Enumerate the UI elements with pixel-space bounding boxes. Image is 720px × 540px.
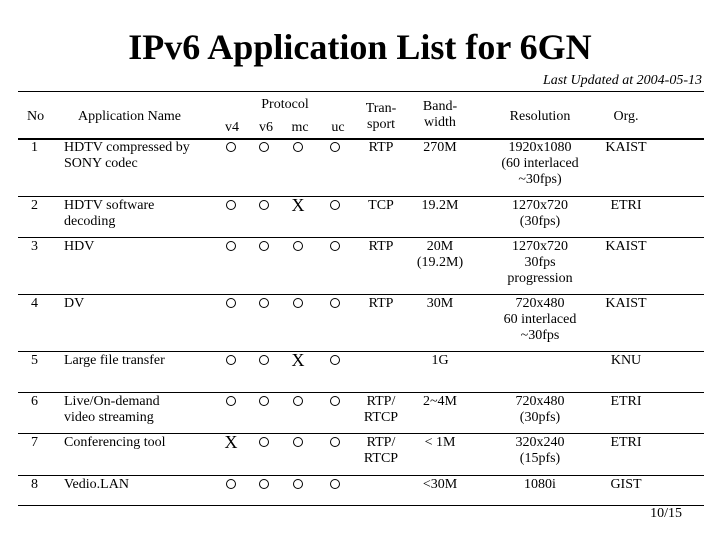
unsupported-x-mark: X (291, 195, 305, 215)
supported-circle-icon (259, 142, 269, 152)
application-name: Conferencing tool (64, 435, 166, 450)
organization: ETRI (610, 394, 642, 409)
supported-circle-icon (293, 298, 303, 308)
application-name: HDTV compressed by SONY codec (64, 140, 190, 171)
unsupported-x-mark: X (224, 432, 238, 452)
row-number: 4 (31, 296, 38, 311)
header-v6: v6 (259, 120, 273, 135)
row-divider (18, 351, 704, 352)
resolution: 1920x1080 (60 interlaced ~30fps) (501, 140, 579, 187)
resolution: 720x480 (30pfs) (515, 394, 565, 425)
supported-circle-icon (330, 437, 340, 447)
row-divider (18, 392, 704, 393)
header-protocol: Protocol (261, 97, 309, 112)
row-number: 7 (31, 435, 38, 450)
organization: GIST (610, 477, 642, 492)
row-number: 8 (31, 477, 38, 492)
supported-circle-icon (293, 241, 303, 251)
supported-circle-icon (259, 396, 269, 406)
row-divider (18, 196, 704, 197)
supported-circle-icon (330, 241, 340, 251)
supported-circle-icon (330, 355, 340, 365)
supported-circle-icon (293, 479, 303, 489)
row-divider (18, 433, 704, 434)
application-name: Vedio.LAN (64, 477, 129, 492)
resolution: 720x480 60 interlaced ~30fps (503, 296, 577, 343)
transport: TCP (368, 198, 394, 213)
transport: RTP (368, 296, 394, 311)
supported-circle-icon (259, 437, 269, 447)
application-name: DV (64, 296, 85, 311)
supported-circle-icon (226, 200, 236, 210)
row-number: 6 (31, 394, 38, 409)
supported-circle-icon (330, 298, 340, 308)
header-mc: mc (291, 120, 309, 135)
row-number: 2 (31, 198, 38, 213)
supported-circle-icon (293, 142, 303, 152)
supported-circle-icon (259, 355, 269, 365)
header-uc: uc (331, 120, 345, 135)
supported-circle-icon (226, 396, 236, 406)
header-no: No (27, 109, 45, 124)
supported-circle-icon (226, 241, 236, 251)
transport: RTP/ RTCP (363, 394, 399, 425)
resolution: 1270x720 30fps progression (507, 239, 573, 286)
page-title: IPv6 Application List for 6GN (128, 27, 592, 67)
header-v4: v4 (225, 120, 239, 135)
supported-circle-icon (226, 142, 236, 152)
bandwidth: <30M (422, 477, 458, 492)
transport: RTP (368, 239, 394, 254)
transport: RTP (368, 140, 394, 155)
bandwidth: 2~4M (422, 394, 458, 409)
resolution: 320x240 (15pfs) (515, 435, 565, 466)
supported-circle-icon (226, 355, 236, 365)
supported-circle-icon (330, 200, 340, 210)
bandwidth: 1G (431, 353, 449, 368)
bandwidth: 20M (19.2M) (416, 239, 464, 270)
header-transport: Tran- sport (365, 101, 397, 132)
supported-circle-icon (226, 479, 236, 489)
row-number: 3 (31, 239, 38, 254)
supported-circle-icon (259, 200, 269, 210)
supported-circle-icon (330, 396, 340, 406)
bandwidth: 270M (423, 140, 457, 155)
row-number: 1 (31, 140, 38, 155)
supported-circle-icon (330, 479, 340, 489)
supported-circle-icon (293, 437, 303, 447)
application-name: HDTV software decoding (64, 198, 155, 229)
supported-circle-icon (259, 479, 269, 489)
organization: KAIST (605, 239, 647, 254)
table-bottom-border (18, 505, 704, 506)
resolution: 1080i (524, 477, 556, 492)
application-name: Live/On-demand video streaming (64, 394, 160, 425)
supported-circle-icon (226, 298, 236, 308)
organization: KAIST (605, 140, 647, 155)
supported-circle-icon (259, 298, 269, 308)
transport: RTP/ RTCP (363, 435, 399, 466)
application-name: Large file transfer (64, 353, 165, 368)
table-top-border (18, 91, 704, 92)
header-org: Org. (613, 109, 639, 124)
application-name: HDV (64, 239, 95, 254)
bandwidth: 19.2M (421, 198, 459, 213)
organization: KAIST (605, 296, 647, 311)
header-resolution: Resolution (509, 109, 571, 124)
bandwidth: 30M (426, 296, 454, 311)
organization: KNU (610, 353, 642, 368)
row-divider (18, 294, 704, 295)
organization: ETRI (610, 435, 642, 450)
row-divider (18, 475, 704, 476)
last-updated: Last Updated at 2004-05-13 (542, 73, 702, 88)
bandwidth: < 1M (424, 435, 456, 450)
row-number: 5 (31, 353, 38, 368)
supported-circle-icon (330, 142, 340, 152)
header-bandwidth: Band- width (422, 99, 458, 130)
supported-circle-icon (293, 396, 303, 406)
supported-circle-icon (259, 241, 269, 251)
row-divider (18, 237, 704, 238)
unsupported-x-mark: X (291, 350, 305, 370)
page-number: 10/15 (650, 506, 682, 521)
organization: ETRI (610, 198, 642, 213)
header-app-name: Application Name (78, 109, 182, 124)
resolution: 1270x720 (30fps) (512, 198, 568, 229)
